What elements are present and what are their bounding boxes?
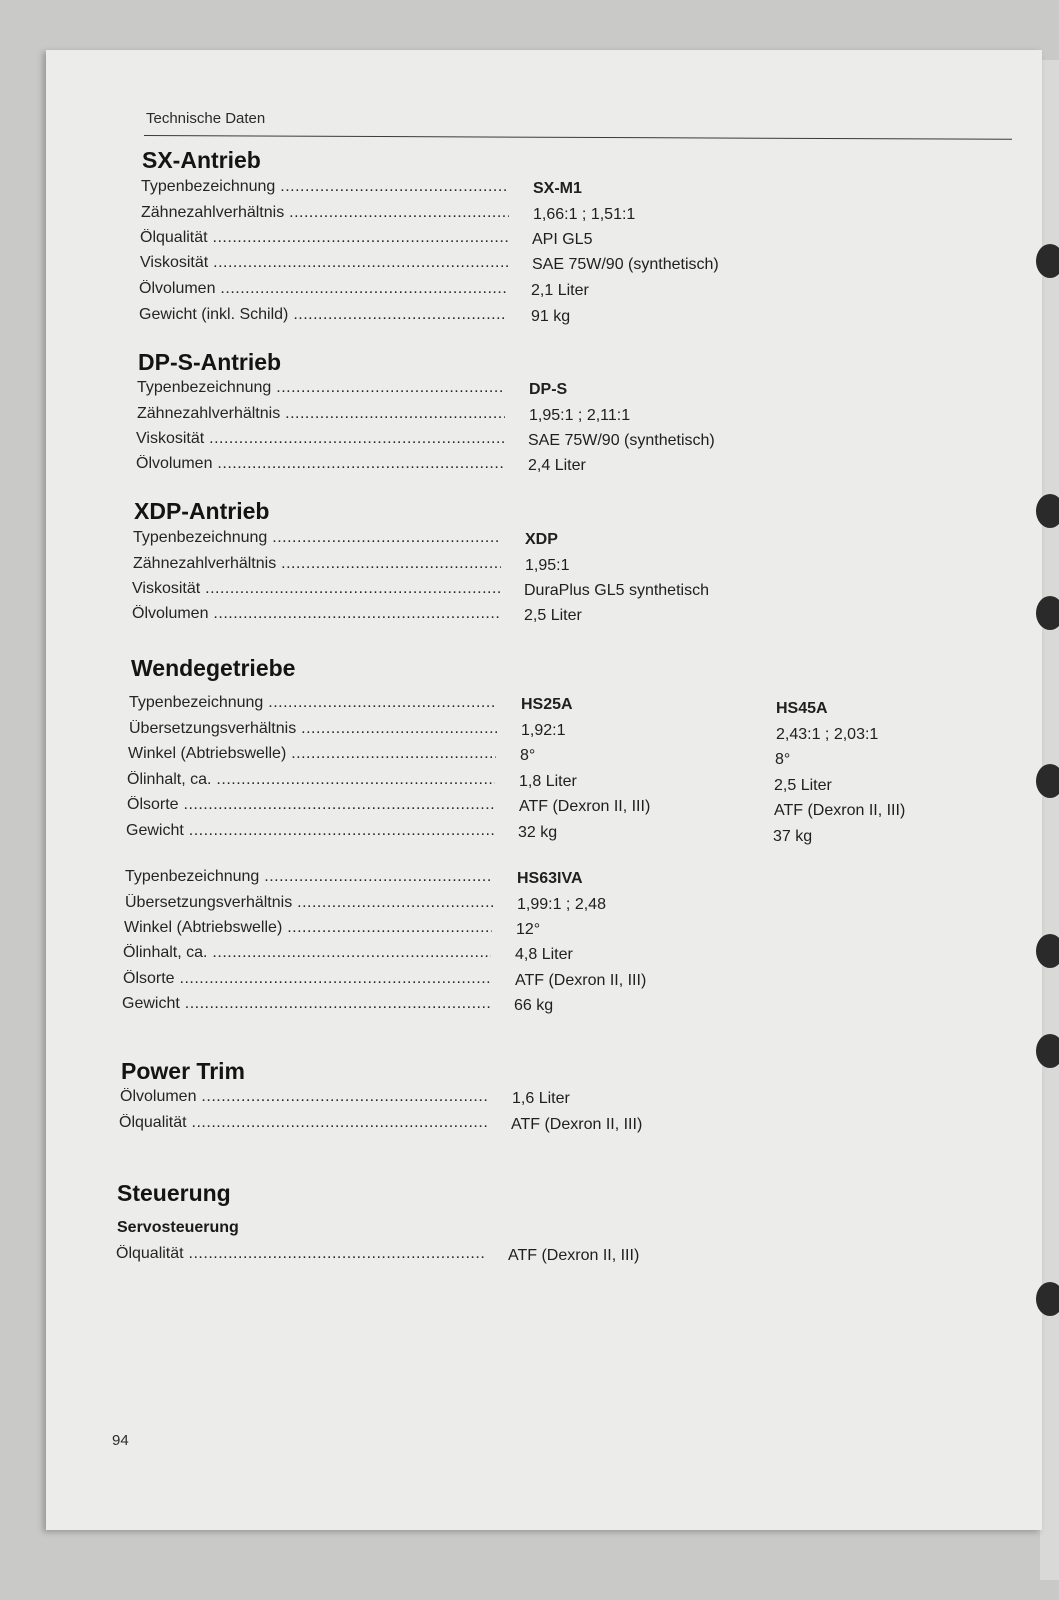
page-header: Technische Daten (146, 110, 266, 127)
spec-value: DuraPlus GL5 synthetisch (524, 582, 709, 599)
spec-label: Gewicht (inkl. Schild) ..... (139, 306, 507, 324)
spec-value: ATF (Dexron II, III) (515, 972, 647, 989)
spec-label: Ölvolumen ..... (120, 1088, 488, 1106)
spec-value: SX-M1 (533, 180, 582, 197)
spec-label: Typenbezeichnung ..... (133, 529, 501, 547)
spec-value: HS25A (521, 696, 573, 713)
spec-value: ATF (Dexron II, III) (511, 1116, 643, 1133)
section-title-steuerung: Steuerung (117, 1180, 231, 1206)
spec-value-alt: HS45A (776, 700, 828, 717)
spec-label: Zähnezahlverhältnis ..... (133, 555, 501, 573)
spec-value: 4,8 Liter (515, 946, 573, 963)
spec-value: SAE 75W/90 (synthetisch) (532, 256, 719, 273)
spec-value-alt: 2,43:1 ; 2,03:1 (776, 726, 879, 743)
spec-value: 1,95:1 (525, 557, 570, 574)
section-title-wendegetriebe: Wendegetriebe (131, 655, 296, 681)
spec-label: Viskosität ..... (140, 254, 508, 272)
binder-hole (1036, 596, 1059, 630)
spec-value-alt: 2,5 Liter (774, 777, 832, 794)
spec-label: Zähnezahlverhältnis ..... (137, 405, 505, 423)
spec-label: Ölinhalt, ca. ..... (123, 944, 491, 962)
spec-label: Ölvolumen ..... (132, 605, 500, 623)
spec-label: Ölqualität ..... (140, 229, 508, 247)
section-title-xdp: XDP-Antrieb (134, 498, 270, 524)
spec-value: 12° (516, 921, 541, 938)
spec-label: Winkel (Abtriebswelle) ..... (124, 919, 492, 937)
spec-value: 1,95:1 ; 2,11:1 (529, 407, 631, 424)
binder-hole (1036, 764, 1059, 798)
spec-value: 32 kg (518, 824, 558, 841)
spec-label: Winkel (Abtriebswelle) ..... (128, 745, 496, 763)
spec-value: 2,1 Liter (531, 282, 589, 299)
spec-label: Übersetzungsverhältnis ..... (129, 720, 497, 738)
spec-value: 66 kg (514, 997, 554, 1014)
page-edge (1040, 60, 1059, 1580)
spec-value: 1,66:1 ; 1,51:1 (533, 206, 636, 223)
spec-value: 1,99:1 ; 2,48 (517, 896, 606, 913)
section-title-dps: DP-S-Antrieb (138, 349, 282, 375)
spec-value-alt: ATF (Dexron II, III) (774, 802, 906, 819)
binder-hole (1036, 1282, 1059, 1316)
page-number: 94 (112, 1432, 129, 1449)
spec-value: 1,6 Liter (512, 1090, 570, 1107)
spec-value: 2,4 Liter (528, 457, 586, 474)
spec-value-alt: 37 kg (773, 828, 813, 845)
spec-value: 8° (520, 747, 536, 764)
binder-hole (1036, 494, 1059, 528)
spec-value: XDP (525, 531, 558, 548)
spec-value: 1,8 Liter (519, 773, 577, 790)
spec-value: DP-S (529, 381, 568, 398)
spec-label: Gewicht ..... (126, 822, 494, 840)
spec-value: HS63IVA (517, 870, 583, 887)
section-title-powertrim: Power Trim (121, 1058, 245, 1084)
spec-label: Gewicht ..... (122, 995, 490, 1013)
spec-label: Ölsorte ..... (127, 796, 495, 814)
spec-label: Typenbezeichnung ..... (129, 694, 497, 712)
spec-label: Übersetzungsverhältnis ..... (125, 894, 493, 912)
spec-value: API GL5 (532, 231, 593, 248)
spec-label: Ölvolumen ..... (136, 455, 504, 473)
binder-hole (1036, 934, 1059, 968)
spec-value-alt: 8° (775, 751, 791, 768)
spec-label: Viskosität ..... (132, 580, 500, 598)
spec-value: ATF (Dexron II, III) (519, 798, 651, 815)
spec-label: Ölqualität ..... (119, 1114, 487, 1132)
spec-value: 2,5 Liter (524, 607, 582, 624)
spec-label: Ölvolumen ..... (139, 280, 507, 298)
spec-label: Zähnezahlverhältnis ..... (141, 204, 509, 222)
binder-hole (1036, 244, 1059, 278)
spec-label: Ölsorte ..... (123, 970, 491, 988)
binder-hole (1036, 1034, 1059, 1068)
spec-value: SAE 75W/90 (synthetisch) (528, 432, 715, 449)
section-title-sx: SX-Antrieb (142, 147, 261, 173)
spec-label: Typenbezeichnung ..... (125, 868, 493, 886)
spec-label: Ölinhalt, ca. ..... (127, 771, 495, 789)
spec-value: ATF (Dexron II, III) (508, 1247, 640, 1264)
spec-value: 91 kg (531, 308, 571, 325)
subsection-title-servosteuerung: Servosteuerung (117, 1219, 239, 1236)
spec-label: Viskosität ..... (136, 430, 504, 448)
spec-label: Ölqualität ..... (116, 1245, 484, 1263)
spec-label: Typenbezeichnung ..... (137, 379, 505, 397)
spec-label: Typenbezeichnung ..... (141, 178, 509, 196)
spec-value: 1,92:1 (521, 722, 566, 739)
